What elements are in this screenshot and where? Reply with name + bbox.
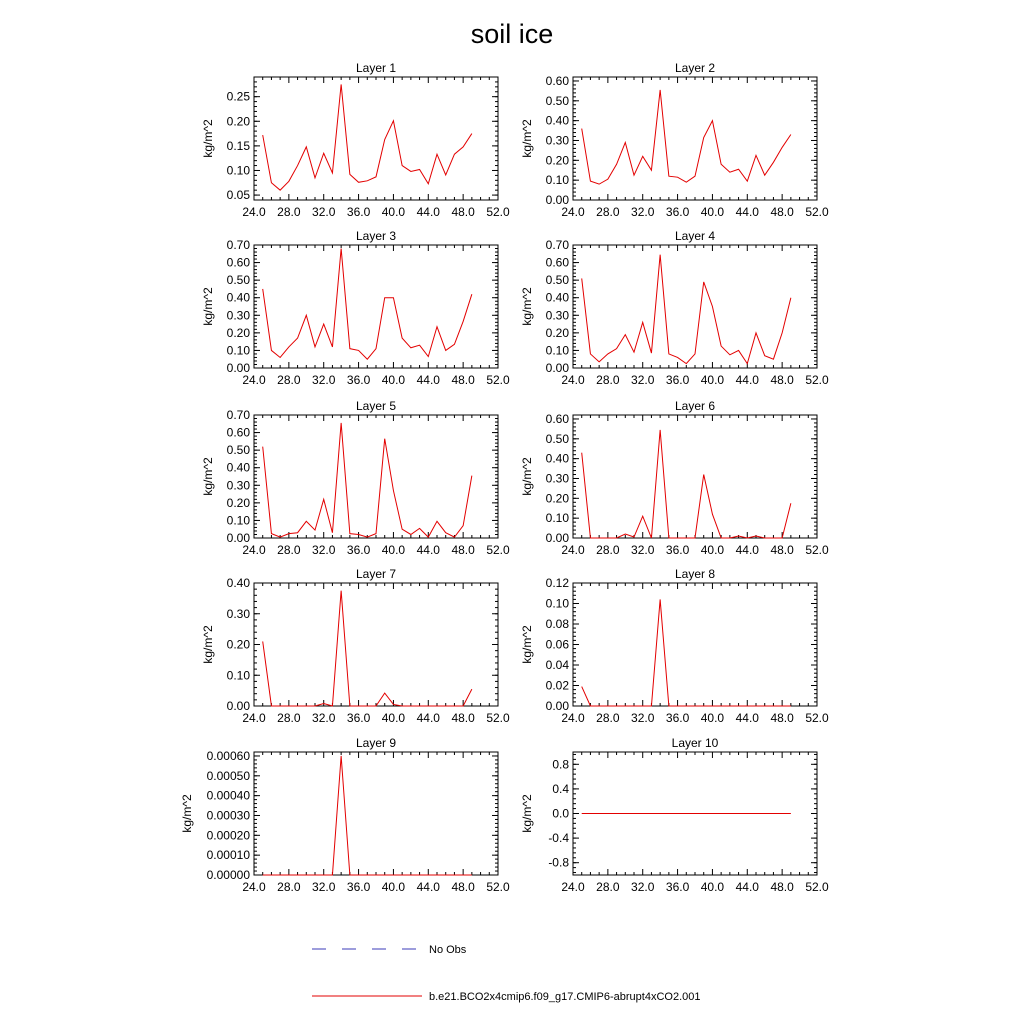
y-tick-label: 0.00000 — [206, 868, 250, 882]
x-tick-label: 44.0 — [735, 880, 759, 894]
x-tick-label: 24.0 — [242, 205, 266, 219]
plot-frame — [573, 415, 817, 538]
y-tick-label: 0.06 — [545, 637, 569, 652]
panel-title: Layer 5 — [355, 399, 397, 413]
y-tick-label: 0.00 — [545, 193, 569, 207]
legend — [312, 944, 701, 1003]
x-tick-label: 52.0 — [805, 711, 829, 725]
panel-title: Layer 1 — [355, 61, 397, 75]
panel-layer-9 — [180, 736, 510, 894]
y-tick-label: 0.20 — [226, 637, 250, 652]
x-tick-label: 48.0 — [451, 543, 475, 557]
panel-title: Layer 3 — [355, 229, 397, 243]
x-tick-label: 36.0 — [346, 205, 371, 219]
series-line — [582, 255, 791, 364]
x-tick-label: 24.0 — [242, 711, 266, 725]
x-tick-label: 48.0 — [451, 205, 475, 219]
y-tick-label: 0.60 — [226, 255, 250, 270]
x-tick-label: 52.0 — [486, 543, 510, 557]
y-tick-label: 0.50 — [545, 273, 569, 288]
y-tick-label: 0.70 — [226, 238, 250, 252]
x-tick-label: 48.0 — [451, 880, 475, 894]
y-tick-label: 0.60 — [545, 411, 569, 426]
y-tick-label: 0.15 — [226, 138, 250, 153]
plot-frame — [573, 77, 817, 200]
y-tick-label: 0.30 — [545, 133, 569, 148]
x-tick-label: 52.0 — [805, 373, 829, 387]
x-tick-label: 36.0 — [346, 373, 371, 387]
x-tick-label: 28.0 — [277, 373, 301, 387]
x-tick-label: 40.0 — [381, 711, 406, 725]
y-tick-label: 0.40 — [226, 460, 250, 475]
x-tick-label: 28.0 — [596, 543, 620, 557]
x-tick-label: 52.0 — [486, 880, 510, 894]
figure-title: soil ice — [470, 19, 554, 49]
x-tick-label: 36.0 — [665, 711, 690, 725]
x-tick-label: 32.0 — [631, 880, 655, 894]
y-tick-label: 0.00020 — [206, 828, 250, 843]
series-line — [263, 591, 472, 706]
x-tick-label: 32.0 — [312, 711, 336, 725]
y-axis-label: kg/m^2 — [520, 625, 534, 664]
y-tick-label: 0.20 — [545, 325, 569, 340]
panel-layer-8 — [520, 567, 829, 725]
x-tick-label: 24.0 — [561, 373, 585, 387]
x-tick-label: 40.0 — [381, 543, 406, 557]
y-tick-label: 0.40 — [545, 451, 569, 466]
x-tick-label: 40.0 — [381, 880, 406, 894]
y-tick-label: 0.10 — [226, 513, 250, 528]
panel-layer-4 — [520, 229, 829, 387]
y-tick-label: 0.10 — [545, 596, 569, 611]
y-tick-label: 0.30 — [226, 606, 250, 621]
y-tick-label: 0.04 — [545, 658, 569, 672]
x-tick-label: 40.0 — [700, 711, 725, 725]
x-tick-label: 52.0 — [486, 711, 510, 725]
legend-label-model: b.e21.BCO2x4cmip6.f09_g17.CMIP6-abrupt4xCO2.001 — [429, 991, 701, 1003]
y-tick-label: 0.40 — [545, 290, 569, 305]
y-tick-label: 0.10 — [545, 343, 569, 358]
y-tick-label: 0.60 — [226, 425, 250, 440]
x-tick-label: 24.0 — [561, 880, 585, 894]
y-tick-label: 0.4 — [552, 781, 569, 796]
x-tick-label: 28.0 — [596, 711, 620, 725]
x-tick-label: 36.0 — [665, 205, 690, 219]
x-tick-label: 44.0 — [416, 543, 440, 557]
y-tick-label: -0.4 — [548, 831, 569, 846]
panel-layer-6 — [520, 399, 829, 557]
x-tick-label: 48.0 — [770, 880, 794, 894]
x-tick-label: 32.0 — [631, 205, 655, 219]
x-tick-label: 24.0 — [561, 711, 585, 725]
x-tick-label: 28.0 — [277, 880, 301, 894]
series-line — [263, 84, 472, 190]
panel-title: Layer 6 — [674, 399, 716, 413]
panel-layer-1 — [201, 61, 510, 219]
x-tick-label: 28.0 — [277, 205, 301, 219]
x-tick-label: 24.0 — [561, 205, 585, 219]
plot-frame — [254, 752, 498, 875]
y-axis-label: kg/m^2 — [520, 287, 534, 326]
x-tick-label: 32.0 — [312, 205, 336, 219]
y-tick-label: 0.20 — [226, 495, 250, 510]
y-tick-label: 0.10 — [545, 173, 569, 188]
y-tick-label: 0.30 — [545, 471, 569, 486]
panel-layer-2 — [520, 61, 829, 219]
x-tick-label: 32.0 — [312, 373, 336, 387]
x-tick-label: 28.0 — [596, 880, 620, 894]
x-tick-label: 48.0 — [770, 205, 794, 219]
y-tick-label: 0.10 — [226, 343, 250, 358]
series-line — [582, 90, 791, 184]
plot-frame — [254, 583, 498, 706]
series-line — [582, 599, 791, 706]
x-tick-label: 32.0 — [631, 373, 655, 387]
y-tick-label: 0.70 — [545, 238, 569, 252]
x-tick-label: 32.0 — [631, 543, 655, 557]
y-axis-label: kg/m^2 — [201, 287, 215, 326]
x-tick-label: 44.0 — [416, 373, 440, 387]
plot-frame — [254, 77, 498, 200]
y-tick-label: 0.8 — [552, 757, 569, 772]
y-axis-label: kg/m^2 — [201, 119, 215, 158]
x-tick-label: 44.0 — [416, 711, 440, 725]
y-tick-label: 0.60 — [545, 73, 569, 88]
y-tick-label: 0.05 — [226, 188, 250, 203]
y-tick-label: 0.00060 — [206, 748, 250, 763]
y-tick-label: 0.00 — [545, 531, 569, 545]
x-tick-label: 36.0 — [665, 543, 690, 557]
x-tick-label: 48.0 — [451, 711, 475, 725]
y-tick-label: 0.08 — [545, 617, 569, 631]
y-axis-label: kg/m^2 — [201, 457, 215, 496]
x-tick-label: 44.0 — [735, 711, 759, 725]
panels — [180, 61, 829, 894]
y-tick-label: 0.00 — [226, 361, 250, 375]
x-tick-label: 44.0 — [735, 373, 759, 387]
plot-frame — [254, 245, 498, 368]
x-tick-label: 48.0 — [770, 373, 794, 387]
series-line — [263, 756, 472, 875]
y-tick-label: 0.40 — [226, 576, 250, 590]
x-tick-label: 48.0 — [770, 711, 794, 725]
x-tick-label: 40.0 — [381, 373, 406, 387]
plot-frame — [573, 245, 817, 368]
y-tick-label: 0.60 — [545, 255, 569, 270]
x-tick-label: 44.0 — [416, 205, 440, 219]
series-line — [582, 430, 791, 538]
y-tick-label: 0.70 — [226, 408, 250, 422]
y-tick-label: 0.20 — [226, 114, 250, 129]
panel-title: Layer 7 — [355, 567, 397, 581]
y-tick-label: 0.50 — [545, 431, 569, 446]
y-tick-label: 0.10 — [226, 668, 250, 683]
x-tick-label: 52.0 — [486, 205, 510, 219]
x-tick-label: 40.0 — [700, 373, 725, 387]
y-tick-label: 0.20 — [545, 491, 569, 506]
y-tick-label: 0.00010 — [206, 848, 250, 863]
x-tick-label: 32.0 — [312, 880, 336, 894]
panel-title: Layer 9 — [355, 736, 397, 750]
panel-layer-7 — [201, 567, 510, 725]
x-tick-label: 32.0 — [312, 543, 336, 557]
x-tick-label: 36.0 — [665, 880, 690, 894]
x-tick-label: 48.0 — [770, 543, 794, 557]
y-tick-label: 0.00 — [545, 361, 569, 375]
y-tick-label: 0.00040 — [206, 788, 250, 803]
y-tick-label: -0.8 — [548, 855, 569, 870]
panel-title: Layer 10 — [671, 736, 719, 750]
panel-layer-5 — [201, 399, 510, 557]
x-tick-label: 36.0 — [346, 880, 371, 894]
y-tick-label: 0.10 — [545, 511, 569, 526]
x-tick-label: 28.0 — [277, 543, 301, 557]
y-tick-label: 0.00 — [226, 531, 250, 545]
panel-layer-10 — [520, 736, 829, 894]
x-tick-label: 28.0 — [596, 205, 620, 219]
y-tick-label: 0.25 — [226, 89, 250, 104]
y-axis-label: kg/m^2 — [520, 457, 534, 496]
y-tick-label: 0.30 — [545, 308, 569, 323]
x-tick-label: 44.0 — [735, 205, 759, 219]
y-tick-label: 0.00 — [226, 699, 250, 713]
y-tick-label: 0.20 — [545, 153, 569, 168]
y-tick-label: 0.20 — [226, 325, 250, 340]
y-tick-label: 0.00030 — [206, 808, 250, 823]
x-tick-label: 48.0 — [451, 373, 475, 387]
x-tick-label: 28.0 — [277, 711, 301, 725]
x-tick-label: 44.0 — [416, 880, 440, 894]
y-tick-label: 0.40 — [545, 113, 569, 128]
x-tick-label: 40.0 — [381, 205, 406, 219]
x-tick-label: 24.0 — [242, 880, 266, 894]
y-tick-label: 0.0 — [552, 806, 569, 821]
y-tick-label: 0.00050 — [206, 768, 250, 783]
plot-frame — [573, 583, 817, 706]
y-tick-label: 0.10 — [226, 163, 250, 178]
x-tick-label: 24.0 — [242, 373, 266, 387]
x-tick-label: 52.0 — [486, 373, 510, 387]
y-tick-label: 0.50 — [226, 273, 250, 288]
y-tick-label: 0.50 — [226, 443, 250, 458]
x-tick-label: 24.0 — [561, 543, 585, 557]
x-tick-label: 40.0 — [700, 205, 725, 219]
y-axis-label: kg/m^2 — [201, 625, 215, 664]
x-tick-label: 52.0 — [805, 543, 829, 557]
x-tick-label: 28.0 — [596, 373, 620, 387]
y-tick-label: 0.40 — [226, 290, 250, 305]
legend-label-no-obs: No Obs — [429, 944, 467, 956]
series-line — [263, 423, 472, 537]
panel-title: Layer 2 — [674, 61, 716, 75]
y-axis-label: kg/m^2 — [520, 119, 534, 158]
x-tick-label: 44.0 — [735, 543, 759, 557]
series-line — [263, 249, 472, 360]
x-tick-label: 24.0 — [242, 543, 266, 557]
panel-title: Layer 8 — [674, 567, 716, 581]
y-tick-label: 0.12 — [545, 576, 569, 590]
x-tick-label: 36.0 — [346, 711, 371, 725]
y-tick-label: 0.50 — [545, 93, 569, 108]
plot-frame — [254, 415, 498, 538]
panel-layer-3 — [201, 229, 510, 387]
y-axis-label: kg/m^2 — [180, 794, 194, 833]
x-tick-label: 40.0 — [700, 543, 725, 557]
x-tick-label: 36.0 — [346, 543, 371, 557]
y-tick-label: 0.30 — [226, 478, 250, 493]
x-tick-label: 36.0 — [665, 373, 690, 387]
x-tick-label: 52.0 — [805, 880, 829, 894]
x-tick-label: 40.0 — [700, 880, 725, 894]
panel-title: Layer 4 — [674, 229, 716, 243]
y-tick-label: 0.00 — [545, 699, 569, 713]
y-tick-label: 0.30 — [226, 308, 250, 323]
x-tick-label: 52.0 — [805, 205, 829, 219]
y-axis-label: kg/m^2 — [520, 794, 534, 833]
x-tick-label: 32.0 — [631, 711, 655, 725]
y-tick-label: 0.02 — [545, 678, 569, 693]
